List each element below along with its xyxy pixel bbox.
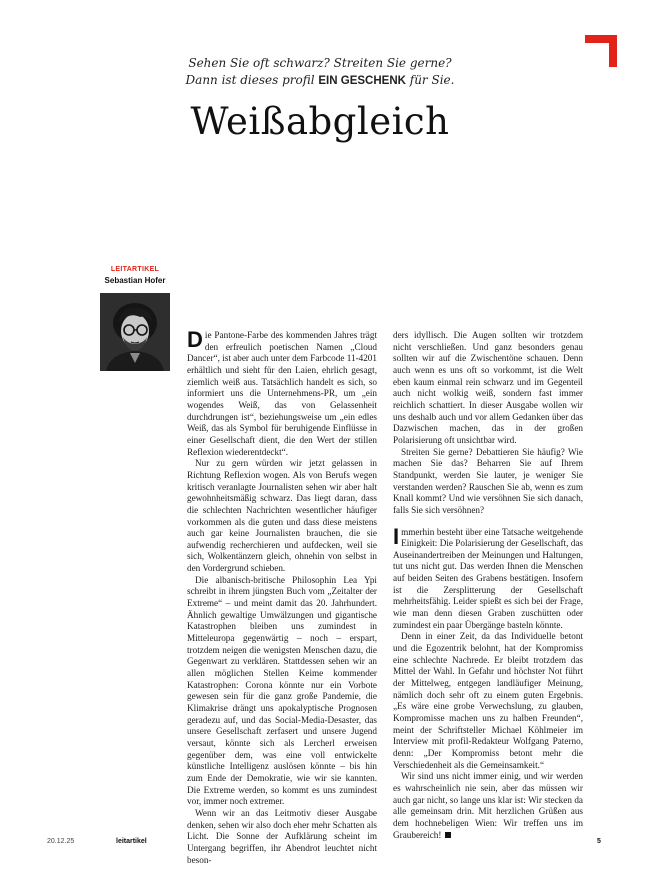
paragraph-text: ie Pantone-Farbe des kommenden Jahres trägt den erfreulich poetischen Namen „Cloud Dancer“, ist aber auch unter dem Farbcode 11-4201 erhältlich und sieht für den Laien, ehrlich gesagt, ziemlich weiß aus. Tatsächlich handelt es sich, so informiert uns die Unternehmens-PR, um „ein wogendes Weiß, das von Gelassenheit durchdrungen ist“, beziehungsweise um „ein edles Weiß, das als Symbol für beruhigende Einflüsse in einer Gesellschaft dient, die den Wert der stillen Reflexion wiederentdeckt“. bbox=[187, 330, 377, 457]
paragraph: Wenn wir an das Leitmotiv dieser Ausgabe denken, sehen wir also doch eher mehr Schatten als Licht. Die Sonne der Aufklärung scheint im Untergang begriffen, ihr Abendrot leuchtet nicht beson- bbox=[187, 807, 377, 865]
paragraph: Denn in einer Zeit, da das Individuelle betont und die Egozentrik belohnt, hat der Kompromiss eine schlechte Nachrede. Er bleibt trotzdem das Mittel der Wahl. In Gefahr und höchster Not führt der Mittelweg, entgegen landläufiger Meinung, nämlich doch sehr oft zu einem guten Ergebnis. „Es wäre eine grobe Verwechslung, zu glauben, Kompromisse machen uns zu halben Freunden“, meint der Schriftsteller Michael Köhlmeier im Interview mit profil-Redakteur Wolfgang Paterno, denn: „Der Kompromiss betont mehr die Verschiedenheit als die Gemeinsamkeit.“ bbox=[393, 631, 583, 770]
footer-date: 20.12.25 bbox=[47, 838, 75, 845]
paragraph: Die albanisch-britische Philosophin Lea Ypi schreibt in ihrem jüngsten Buch vom „Zeitalter der Extreme“ – und meint damit das 20. Jahrhundert. Ähnlich gewaltige Umwälzungen und gigantische Katastrophen bleiben uns zumindest in Mitteleuropa gegenwärtig – noch – erspart, trotzdem neigen die wenigsten Menschen dazu, die Gegenwart zu verklären. Stattdessen sehen wir an allen möglichen Stellen Keime kommender Katastrophen: Corona könnte nur ein Vorbote gewesen sein für die ganz große Pandemie, die Klimakrise drängt uns apokalyptische Prognosen geradezu auf, und das Social-Media-Desaster, das unsere Gesellschaft zerfasert und unsere Jugend versaut, könnte sich als Lercherl erweisen gegenüber dem, was eine voll entwickelte künstliche Intelligenz auslösen könnte – bis hin zum Ende der Demokratie, wie wir sie kannten. Die Extreme werden, so kommt es uns zumindest vor, immer noch extremer. bbox=[187, 574, 377, 807]
teaser bbox=[180, 55, 460, 90]
teaser-highlight: EIN GESCHENK bbox=[318, 75, 406, 87]
page-title: Weißabgleich bbox=[190, 100, 450, 143]
teaser-line-2-post: für Sie. bbox=[405, 73, 455, 87]
end-mark-icon bbox=[445, 832, 451, 838]
teaser-line-2-pre: Dann ist dieses profil bbox=[185, 73, 319, 87]
column-right bbox=[393, 330, 583, 841]
teaser-line-1: Sehen Sie oft schwarz? Streiten Sie gerne? bbox=[188, 56, 452, 70]
dropcap: I bbox=[393, 523, 400, 549]
page-number: 5 bbox=[597, 838, 601, 845]
paragraph bbox=[393, 523, 583, 632]
section-kicker: LEITARTIKEL bbox=[110, 266, 160, 273]
paragraph-text: mmerhin besteht über eine Tatsache weitgehende Einigkeit: Die Polarisierung der Gesellschaft, das Auseinandertreiben der Meinungen und Haltungen, tut uns nicht gut. Das werden Ihnen die Menschen auf beiden Seiten des Grabens bestätigen. Insofern ist die Zersplitterung der Gesellschaft mehrheitsfähig. Leider spießt es sich bei der Frage, wie man denn diesen Graben zuschütten oder zumindest ein paar Übergänge basteln könnte. bbox=[393, 526, 583, 630]
column-left bbox=[187, 327, 377, 866]
teaser-line-2 bbox=[180, 72, 460, 90]
dropcap: D bbox=[187, 327, 203, 352]
footer-section: leitartikel bbox=[116, 838, 147, 845]
paragraph: ders idyllisch. Die Augen sollten wir trotzdem nicht verschließen. Und ganz besonders genau sollten wir auf die Zwischentöne schauen. Denn auch wenn es uns oft so vorkommt, ist die Welt eben kaum einmal rein schwarz und im Gegenteil auch nicht wolkig weiß, sondern fast immer reichlich schattiert. In dieser Ausgabe wollen wir uns deshalb auch und vor allem Gedanken über das Dazwischen machen, das in der großen Polarisierung oft unsichtbar wird. bbox=[393, 330, 583, 445]
corner-mark bbox=[585, 35, 617, 67]
paragraph: Nur zu gern würden wir jetzt gelassen in Richtung Reflexion wogen. Als von Berufs wegen kritisch veranlagte Journalisten sehen wir aber halt gewohnheitsmäßig schwarz. Das liegt daran, dass die schlechten Nachrichten wesentlicher häufiger vorkommen als die guten und dass diese meistens auch gar keine Journalisten brauchen, die sie aufwendig recherchieren und aufdecken, weil sie sich, Wolkentänzern gleich, ohnehin von selbst in den Vordergrund schieben. bbox=[187, 458, 377, 574]
paragraph-text: Wir sind uns nicht immer einig, und wir werden es wahrscheinlich nie sein, aber das müssen wir auch gar nicht, so lange uns klar ist: Wir stecken da alle gemeinsam drin. Mit herzlichen Grüßen aus dem hochnebeligen Wien: Wir treffen uns im Graubereich! bbox=[393, 771, 583, 840]
paragraph bbox=[393, 771, 583, 841]
author-photo bbox=[100, 293, 170, 371]
author-name: Sebastian Hofer bbox=[104, 276, 166, 285]
paragraph bbox=[187, 327, 377, 458]
paragraph: Streiten Sie gerne? Debattieren Sie häufig? Wie machen Sie das? Beharren Sie auf Ihrem Standpunkt, werden Sie lauter, je weniger Sie verstanden werden? Rauschen Sie ab, wenn es zum Knall kommt? Und wie versöhnen Sie sich danach, falls Sie sich versöhnen? bbox=[393, 446, 583, 515]
